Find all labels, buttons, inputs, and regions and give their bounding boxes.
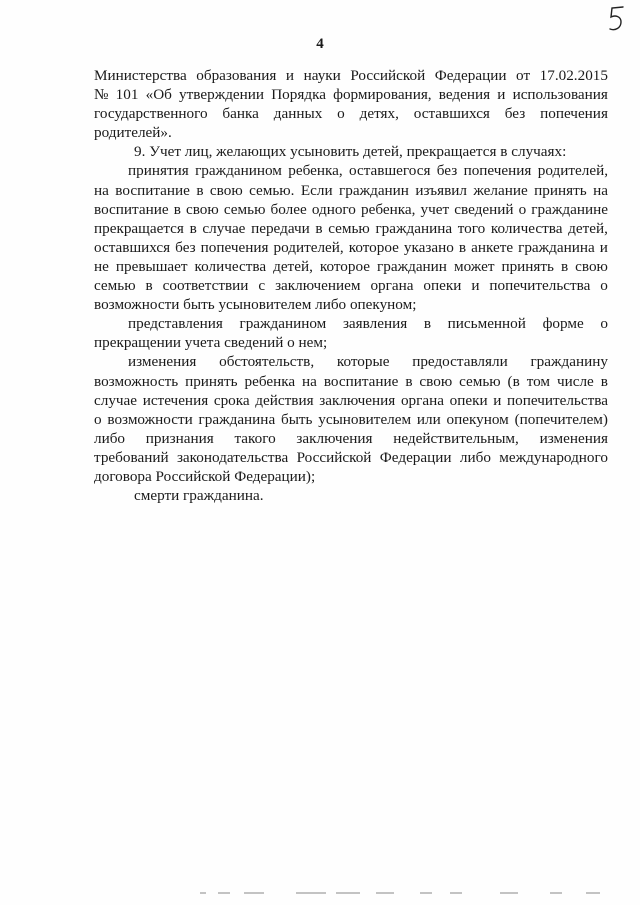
word: детей, <box>273 257 313 275</box>
word: изменения <box>539 429 608 447</box>
word: заключением <box>275 277 361 295</box>
word: или <box>416 410 441 428</box>
word: без <box>436 162 458 180</box>
text-line <box>94 257 608 276</box>
word: № <box>94 86 109 104</box>
word: указано <box>403 238 454 256</box>
text-line: договора Российской Федерации); <box>94 467 316 485</box>
word: без <box>175 238 196 256</box>
word: воспитание <box>323 372 399 390</box>
word: принять <box>185 372 238 390</box>
word: случае <box>94 391 138 409</box>
word: гражданину <box>530 353 608 371</box>
word: семью <box>459 372 501 390</box>
word: воспитание <box>94 200 169 218</box>
word: и <box>471 277 480 295</box>
word: формирования, <box>333 86 432 104</box>
word: утверждении <box>179 86 265 104</box>
word: учет <box>420 200 450 218</box>
word: опеки <box>449 391 488 409</box>
text-line <box>94 276 608 295</box>
scan-artifact-marks <box>200 890 620 896</box>
word: в <box>173 200 181 218</box>
text-line <box>94 219 608 238</box>
word: заключения <box>296 429 373 447</box>
text-line <box>94 181 608 200</box>
word: в <box>196 181 204 199</box>
word: образования <box>196 67 277 84</box>
word: опекуном <box>446 410 509 428</box>
word: ребенка <box>244 372 296 390</box>
word: письменной <box>447 315 526 333</box>
handwritten-page-number <box>606 4 628 34</box>
word: гражданином <box>195 162 282 180</box>
word: государственного <box>94 105 208 123</box>
word: в <box>560 257 569 275</box>
word: изменения <box>128 353 197 371</box>
word: в <box>458 238 467 256</box>
word: детей, <box>568 219 608 237</box>
word: гражданин <box>339 181 409 199</box>
word: срока <box>213 391 250 409</box>
word: семью. <box>249 181 295 199</box>
text-line: смерти гражданина. <box>134 487 264 505</box>
word: о <box>518 200 527 218</box>
word: попечительства <box>489 277 591 295</box>
word: Федерации <box>434 67 507 84</box>
word: семью <box>328 219 370 237</box>
word: требований <box>94 448 169 466</box>
word: о <box>600 315 608 333</box>
word: заключения <box>319 391 396 409</box>
word: в <box>423 315 432 333</box>
text-line <box>94 200 608 219</box>
word: родителей, <box>537 162 608 180</box>
word: с <box>258 277 266 295</box>
word: о <box>600 277 608 295</box>
word: (в <box>507 372 520 390</box>
word: попечения <box>463 162 532 180</box>
word: обстоятельств, <box>219 353 315 371</box>
word: представления <box>128 315 223 333</box>
case-death-paragraph <box>94 486 608 505</box>
intro-paragraph <box>94 66 608 142</box>
word: либо <box>459 448 491 466</box>
word: изъявил <box>415 181 467 199</box>
word: Российской <box>296 448 372 466</box>
word: соответствии <box>162 277 249 295</box>
page-number: 4 <box>316 36 324 52</box>
word: которые <box>336 353 390 371</box>
word: использования <box>512 86 608 104</box>
text-line: родителей». <box>94 124 172 142</box>
word: на <box>94 181 109 199</box>
word: возможность <box>94 372 179 390</box>
text-line <box>94 448 608 467</box>
word: оставшихся <box>413 105 490 123</box>
word: том <box>526 372 551 390</box>
word: в <box>315 219 323 237</box>
word: законодательства <box>176 448 289 466</box>
text-line: прекращении учета сведений о нем; <box>94 334 328 352</box>
word: оставшихся <box>94 238 171 256</box>
word: гражданин <box>377 257 447 275</box>
text-line <box>94 429 608 448</box>
word: такого <box>234 429 276 447</box>
word: свою <box>209 181 243 199</box>
word: принять <box>534 181 587 199</box>
word: в <box>189 219 197 237</box>
word: и <box>599 238 608 256</box>
word: может <box>453 257 495 275</box>
word: предоставляли <box>412 353 508 371</box>
word: на <box>302 372 317 390</box>
word: и <box>497 86 506 104</box>
word: ведения <box>438 86 491 104</box>
word: сведений <box>454 200 514 218</box>
word: банка <box>222 105 259 123</box>
text-line <box>94 391 608 410</box>
word: Порядка <box>271 86 326 104</box>
word: принять <box>501 257 554 275</box>
word: Российской <box>350 67 426 84</box>
text-line <box>94 352 608 371</box>
word: ребенка, <box>361 200 416 218</box>
text-line <box>94 238 608 257</box>
word: в <box>600 372 608 390</box>
word: не <box>94 257 109 275</box>
word: ребенка, <box>288 162 343 180</box>
word: в <box>145 277 153 295</box>
word: науки <box>303 67 341 84</box>
word: гражданине <box>531 200 608 218</box>
word: без <box>504 105 526 123</box>
word: попечения <box>200 238 269 256</box>
word: передачи <box>251 219 310 237</box>
word: и <box>493 391 502 409</box>
word: принятия <box>128 162 189 180</box>
word: прекращается <box>94 219 184 237</box>
case-adoption-paragraph <box>94 161 608 314</box>
text-line <box>94 66 608 85</box>
word: быть <box>280 410 313 428</box>
word: гражданина <box>375 219 453 237</box>
word: семью <box>223 200 266 218</box>
word: детях, <box>359 105 399 123</box>
word: свою <box>419 372 453 390</box>
word: органа <box>370 277 414 295</box>
word: о <box>337 105 345 123</box>
word: гражданина <box>518 238 595 256</box>
word: количества <box>490 219 563 237</box>
text-line: возможности быть усыновителем либо опекуном; <box>94 296 417 314</box>
word: либо <box>94 429 126 447</box>
word: и <box>285 67 295 84</box>
word: Если <box>300 181 333 199</box>
word: от <box>516 67 531 84</box>
word: превышает <box>115 257 188 275</box>
word: Федерации <box>379 448 452 466</box>
word: (попечителем) <box>514 410 608 428</box>
word: которое <box>348 238 399 256</box>
word: международного <box>499 448 608 466</box>
word: того <box>457 219 486 237</box>
word: на <box>593 181 608 199</box>
case-application-paragraph <box>94 314 608 352</box>
word: действия <box>255 391 314 409</box>
word: «Об <box>145 86 172 104</box>
word: одного <box>311 200 356 218</box>
word: усыновителем <box>318 410 412 428</box>
text-line <box>94 314 608 333</box>
text-line: 9. Учет лиц, желающих усыновить детей, прекращается в случаях: <box>134 143 567 161</box>
item-9-paragraph <box>94 142 608 161</box>
word: свою <box>186 200 219 218</box>
word: попечительства <box>507 391 608 409</box>
word: данных <box>273 105 323 123</box>
word: гражданином <box>239 315 327 333</box>
word: 101 <box>115 86 139 104</box>
word: заявления <box>342 315 408 333</box>
word: в <box>405 372 413 390</box>
word: недействительным, <box>393 429 519 447</box>
word: оставшегося <box>349 162 431 180</box>
text-line <box>94 104 608 123</box>
case-circumstances-paragraph <box>94 352 608 486</box>
word: гражданина <box>198 410 276 428</box>
word: воспитание <box>115 181 190 199</box>
word: Министерства <box>94 67 187 84</box>
word: признания <box>145 429 214 447</box>
document-body <box>94 66 608 505</box>
word: семью <box>94 277 136 295</box>
word: более <box>270 200 307 218</box>
word: желание <box>473 181 528 199</box>
word: случае <box>202 219 246 237</box>
word: истечения <box>142 391 209 409</box>
word: родителей, <box>273 238 344 256</box>
text-line <box>94 410 608 429</box>
text-line <box>94 85 608 104</box>
word: свою <box>575 257 608 275</box>
text-line <box>94 372 608 391</box>
word: анкете <box>471 238 514 256</box>
word: 17.02.2015 <box>539 67 608 84</box>
word: о <box>94 410 102 428</box>
word: попечения <box>540 105 608 123</box>
text-line <box>94 161 608 180</box>
word: количества <box>194 257 267 275</box>
word: возможности <box>107 410 193 428</box>
word: опеки <box>423 277 462 295</box>
word: органа <box>400 391 444 409</box>
word: числе <box>556 372 594 390</box>
word: которое <box>319 257 371 275</box>
word: форме <box>542 315 584 333</box>
